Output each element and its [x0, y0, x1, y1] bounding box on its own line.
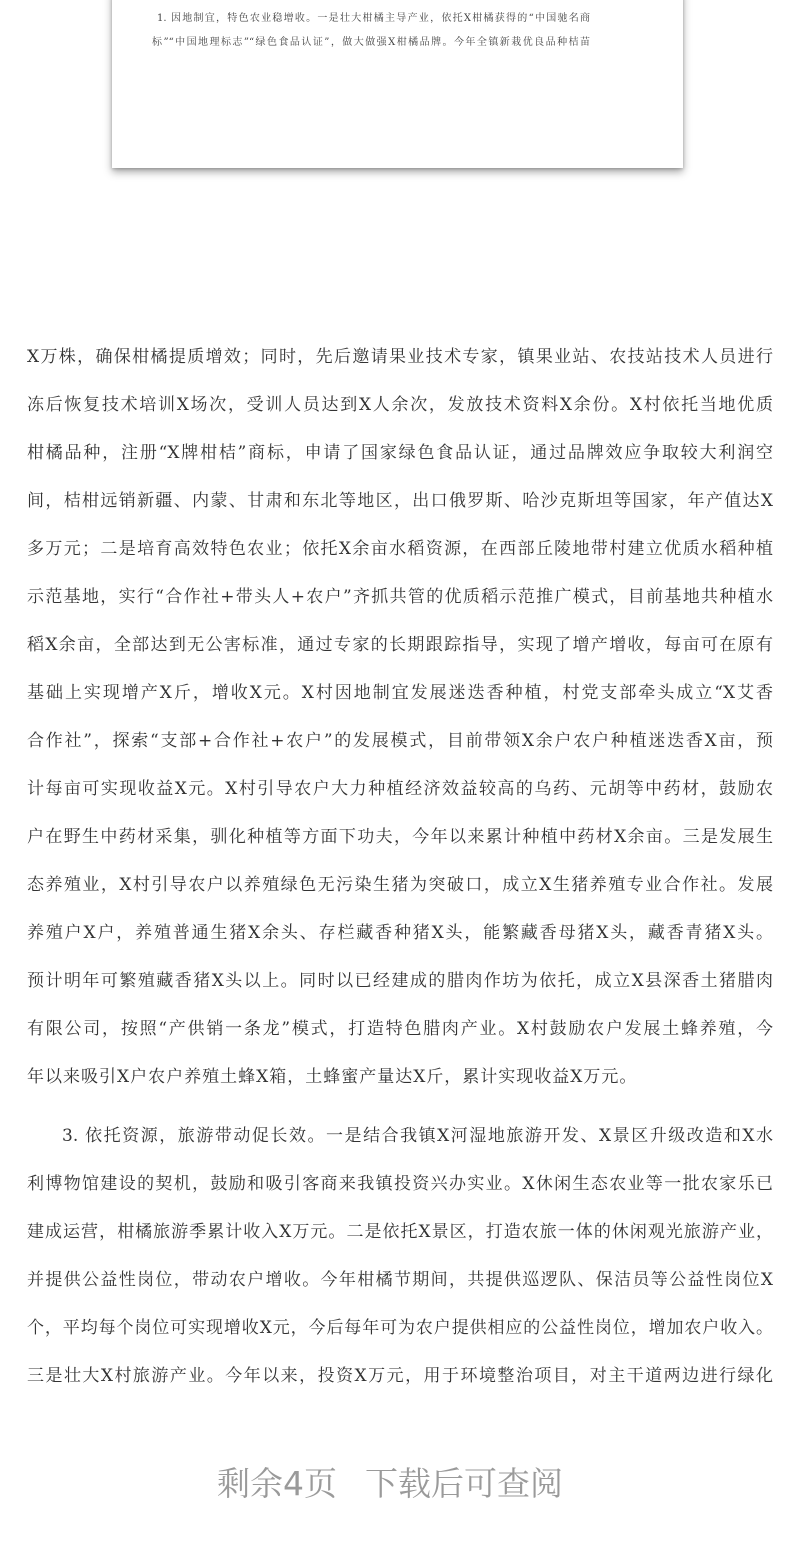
text-line: 建成运营，柑橘旅游季累计收入X万元。二是依托X景区，打造农旅一体的休闲观光旅游产业， — [27, 1222, 773, 1242]
remaining-pages-label: 剩余4页 — [217, 1464, 337, 1503]
text-line: 户在野生中药材采集，驯化种植等方面下功夫，今年以来累计种植中药材X余亩。三是发展生 — [27, 827, 773, 847]
card-text-line: 标”“中国地理标志”“绿色食品认证”，做大做强X柑橘品牌。今年全镇新栽优良品种桔苗 — [152, 37, 590, 48]
card-text-line: 1. 因地制宜，特色农业稳增收。一是壮大柑橘主导产业，依托X柑橘获得的“中国驰名商 — [157, 13, 590, 24]
text-line: 利博物馆建设的契机，鼓励和吸引客商来我镇投资兴办实业。X休闲生态农业等一批农家乐已 — [27, 1174, 773, 1194]
text-line: 有限公司，按照“产供销一条龙”模式，打造特色腊肉产业。X村鼓励农户发展土蜂养殖，今 — [27, 1019, 773, 1039]
text-line: 基础上实现增产X斤，增收X元。X村因地制宜发展迷迭香种植，村党支部牵头成立“X艾香 — [27, 683, 773, 703]
text-line: 3. 依托资源，旅游带动促长效。一是结合我镇X河湿地旅游开发、X景区升级改造和X水 — [62, 1126, 773, 1146]
text-line: 预计明年可繁殖藏香猪X头以上。同时以已经建成的腊肉作坊为依托，成立X县深香土猪腊肉 — [27, 971, 773, 991]
download-prompt[interactable] — [0, 1458, 780, 1505]
text-line: 个，平均每个岗位可实现增收X元，今后每年可为农户提供相应的公益性岗位，增加农户收入。 — [27, 1318, 773, 1338]
text-line: 年以来吸引X户农户养殖土蜂X箱，土蜂蜜产量达X斤，累计实现收益X万元。 — [27, 1067, 638, 1087]
text-line: 示范基地，实行“合作社+带头人+农户”齐抓共管的优质稻示范推广模式，目前基地共种植水 — [27, 587, 773, 607]
text-line: 冻后恢复技术培训X场次，受训人员达到X人余次，发放技术资料X余份。X村依托当地优质 — [27, 395, 773, 415]
text-line: 多万元；二是培育高效特色农业；依托X余亩水稻资源，在西部丘陵地带村建立优质水稻种植 — [27, 539, 773, 559]
text-line: 稻X余亩，全部达到无公害标准，通过专家的长期跟踪指导，实现了增产增收，每亩可在原有 — [27, 635, 773, 655]
text-line: 间，桔柑远销新疆、内蒙、甘肃和东北等地区，出口俄罗斯、哈沙克斯坦等国家，年产值达X — [27, 491, 773, 511]
text-line: 合作社”，探索“支部+合作社+农户”的发展模式，目前带领X余户农户种植迷迭香X亩，预 — [27, 731, 773, 751]
preview-page-card — [112, 0, 683, 168]
text-line: 并提供公益性岗位，带动农户增收。今年柑橘节期间，共提供巡逻队、保洁员等公益性岗位X — [27, 1270, 773, 1290]
text-line: 养殖户X户，养殖普通生猪X余头、存栏藏香种猪X头，能繁藏香母猪X头，藏香青猪X头。 — [27, 923, 773, 943]
text-line: 态养殖业，X村引导农户以养殖绿色无污染生猪为突破口，成立X生猪养殖专业合作社。发展 — [27, 875, 773, 895]
text-line: X万株，确保柑橘提质增效；同时，先后邀请果业技术专家，镇果业站、农技站技术人员进行 — [27, 347, 773, 367]
text-line: 计每亩可实现收益X元。X村引导农户大力种植经济效益较高的乌药、元胡等中药材，鼓励农 — [27, 779, 773, 799]
text-line: 三是壮大X村旅游产业。今年以来，投资X万元，用于环境整治项目，对主干道两边进行绿化 — [27, 1366, 773, 1386]
download-to-view-label: 下载后可查阅 — [365, 1464, 563, 1503]
text-line: 柑橘品种，注册“X牌柑桔”商标，申请了国家绿色食品认证，通过品牌效应争取较大利润空 — [27, 443, 773, 463]
